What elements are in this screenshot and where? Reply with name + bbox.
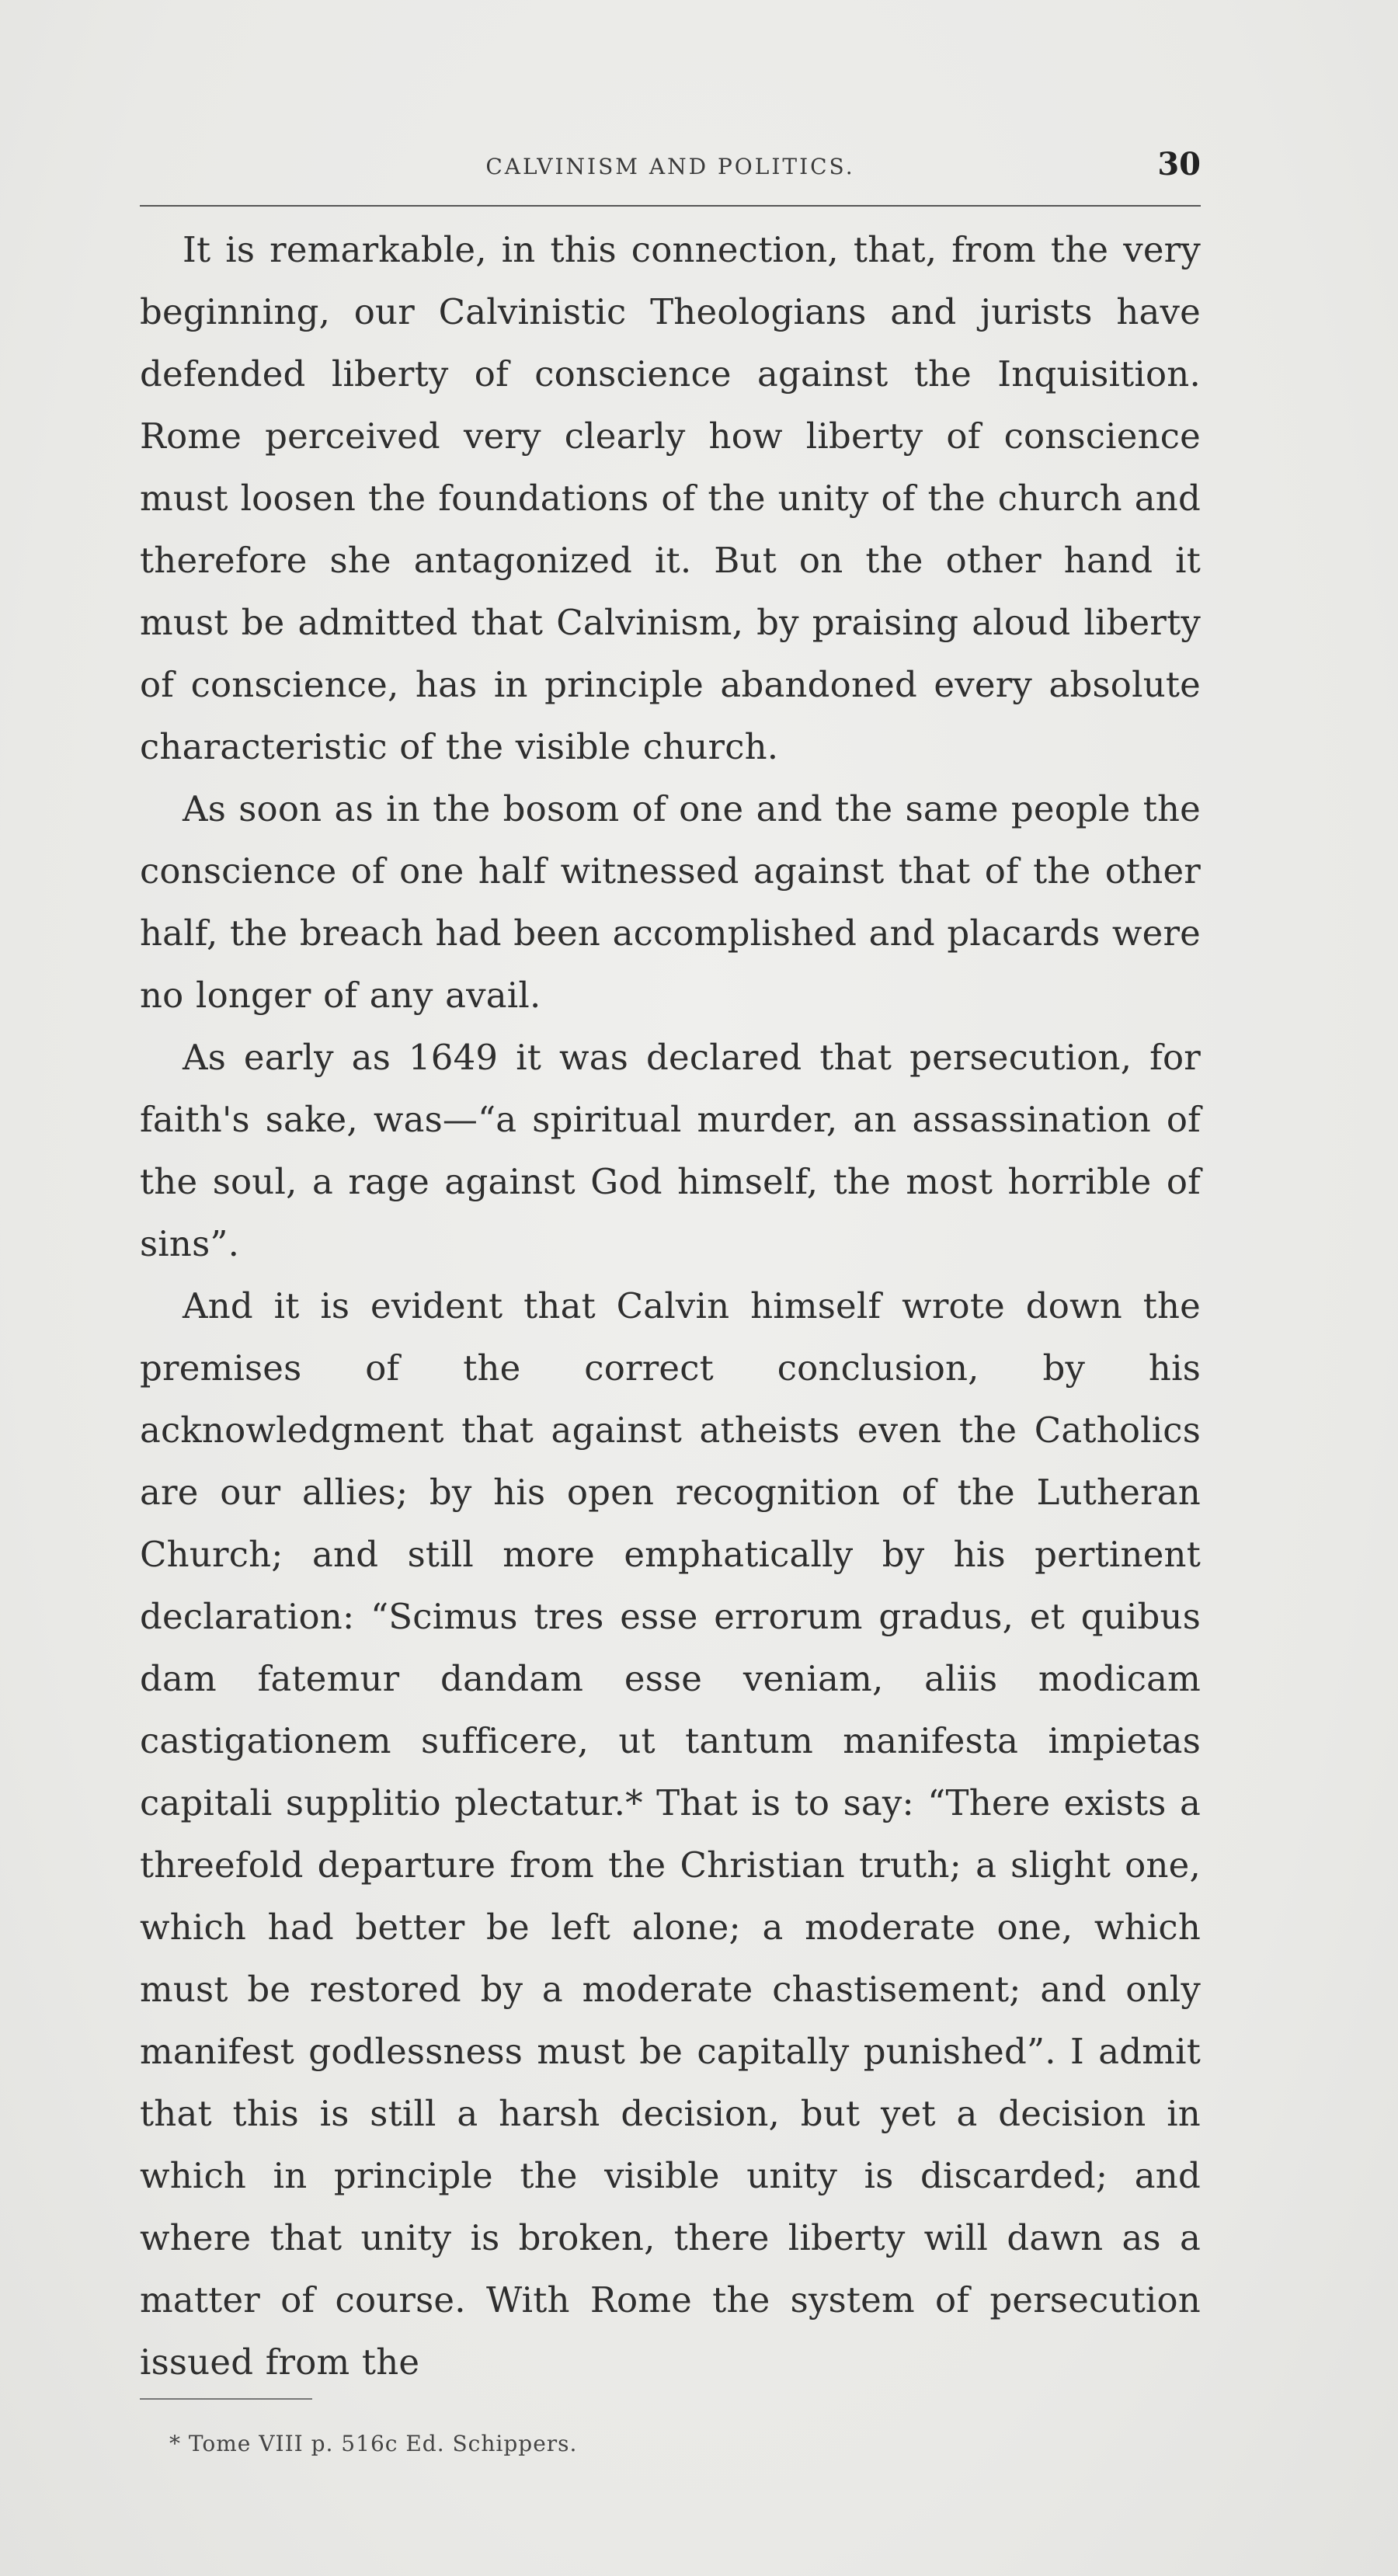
- body-text: [140, 219, 1201, 2393]
- footnote-rule: [140, 2398, 312, 2400]
- paragraph-1: It is remarkable, in this connection, that, from the very beginning, our Calvinistic Theologians and jurists have defended liberty of conscience against the Inquisition. Rome perceived very clearly how liberty of conscience must loosen the foundations of the unity of the church and therefore she antagonized it. But on the other hand it must be admitted that Calvinism, by praising aloud liberty of conscience, has in principle abandoned every absolute characteristic of the visible church.: [140, 229, 1201, 767]
- footnote: * Tome VIII p. 516c Ed. Schippers.: [169, 2431, 578, 2456]
- running-head: [140, 146, 1201, 193]
- header-rule: [140, 205, 1201, 207]
- paragraph-4: And it is evident that Calvin himself wrote down the premises of the correct conclusion, by his acknowledgment that against atheists even the Catholics are our allies; by his open recognition of the Lutheran Church; and still more emphatically by his pertinent declaration: “Scimus tres esse errorum gradus, et quibus dam fatemur dandam esse veniam, aliis modicam castigationem sufficere, ut tantum manifesta impietas capitali supplitio plectatur.* That is to say: “There exists a threefold departure from the Christian truth; a slight one, which had better be left alone; a moderate one, which must be restored by a moderate chastisement; and only manifest godlessness must be capitally punished”. I admit that this is still a harsh decision, but yet a decision in which in principle the visible unity is discarded; and where that unity is broken, there liberty will dawn as a matter of course. With Rome the system of persecution issued from the: [140, 1285, 1201, 2383]
- paragraph-3: As early as 1649 it was declared that persecution, for faith's sake, was—“a spiritual murder, an assassination of the soul, a rage against God himself, the most horrible of sins”.: [140, 1037, 1201, 1264]
- running-title: CALVINISM AND POLITICS.: [485, 154, 855, 179]
- paragraph-2: As soon as in the bosom of one and the same people the conscience of one half witnessed against that of the other half, the breach had been accomplished and placards were no longer of any avail.: [140, 788, 1201, 1016]
- page-number: 30: [1157, 146, 1201, 183]
